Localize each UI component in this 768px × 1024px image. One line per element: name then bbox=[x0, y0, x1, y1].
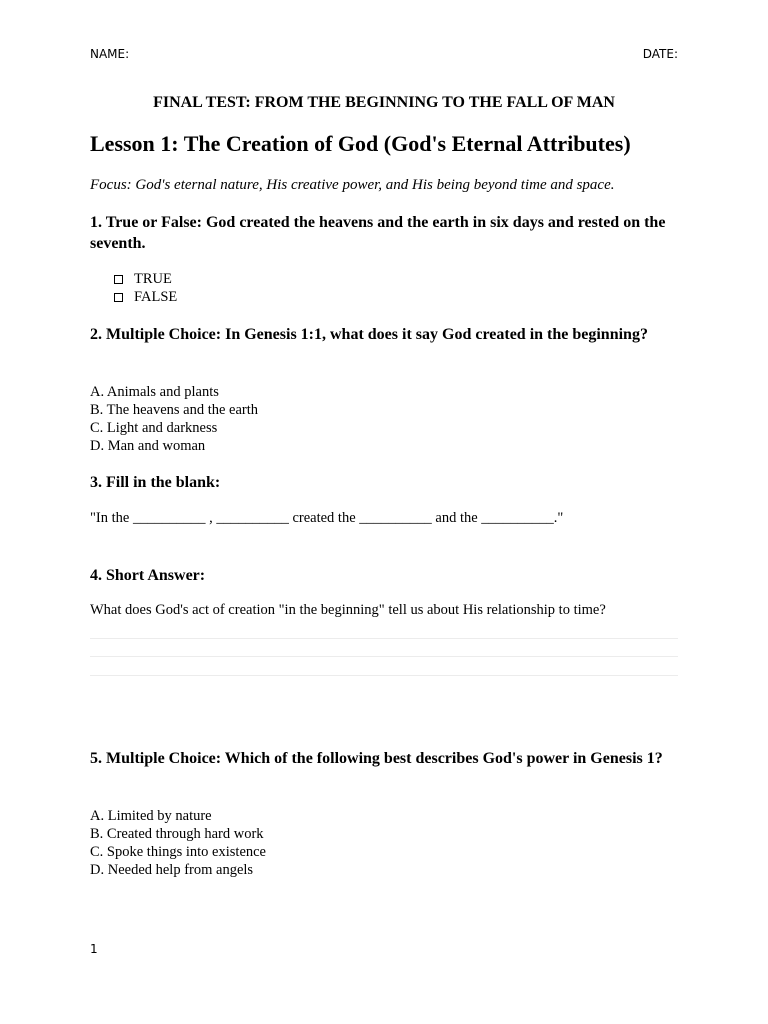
header-row bbox=[90, 47, 678, 61]
option-c: C. Light and darkness bbox=[90, 420, 218, 436]
checkbox-icon[interactable] bbox=[114, 293, 123, 302]
question-5: 5. Multiple Choice: Which of the following best describes God's power in Genesis 1? bbox=[90, 750, 663, 767]
option-a: A. Animals and plants bbox=[90, 384, 219, 400]
question-3: 3. Fill in the blank: bbox=[90, 474, 221, 491]
option-false[interactable] bbox=[114, 289, 177, 307]
test-title: FINAL TEST: FROM THE BEGINNING TO THE FALL OF MAN bbox=[153, 94, 615, 111]
answer-line[interactable] bbox=[90, 656, 678, 657]
question-1: 1. True or False: God created the heavens and the earth in six days and rested on the seventh. bbox=[90, 214, 666, 252]
date-label: DATE: bbox=[642, 47, 678, 61]
name-label: NAME: bbox=[90, 47, 130, 61]
option-b: B. Created through hard work bbox=[90, 826, 264, 842]
option-label: FALSE bbox=[134, 288, 178, 305]
option-d: D. Needed help from angels bbox=[90, 862, 254, 878]
question-4: 4. Short Answer: bbox=[90, 567, 206, 584]
lesson-title: Lesson 1: The Creation of God (God's Eternal Attributes) bbox=[90, 131, 631, 156]
focus-statement: Focus: God's eternal nature, His creative power, and His being beyond time and space. bbox=[90, 177, 615, 193]
option-b: B. The heavens and the earth bbox=[90, 402, 259, 418]
fill-in-blank-sentence: "In the __________ , __________ created the __________ and the __________." bbox=[90, 510, 564, 526]
answer-line[interactable] bbox=[90, 675, 678, 676]
option-label: TRUE bbox=[134, 271, 172, 287]
question-1-options bbox=[114, 271, 177, 306]
question-2: 2. Multiple Choice: In Genesis 1:1, what does it say God created in the beginning? bbox=[90, 326, 648, 343]
option-true[interactable] bbox=[114, 271, 177, 289]
option-d: D. Man and woman bbox=[90, 438, 206, 454]
question-5-options bbox=[90, 807, 266, 879]
option-a: A. Limited by nature bbox=[90, 808, 212, 824]
question-2-options bbox=[90, 383, 258, 455]
checkbox-icon[interactable] bbox=[114, 275, 123, 284]
option-c: C. Spoke things into existence bbox=[90, 844, 266, 860]
short-answer-prompt: What does God's act of creation "in the beginning" tell us about His relationship to time? bbox=[90, 602, 606, 618]
answer-line[interactable] bbox=[90, 638, 678, 639]
page-number: 1 bbox=[90, 942, 98, 956]
